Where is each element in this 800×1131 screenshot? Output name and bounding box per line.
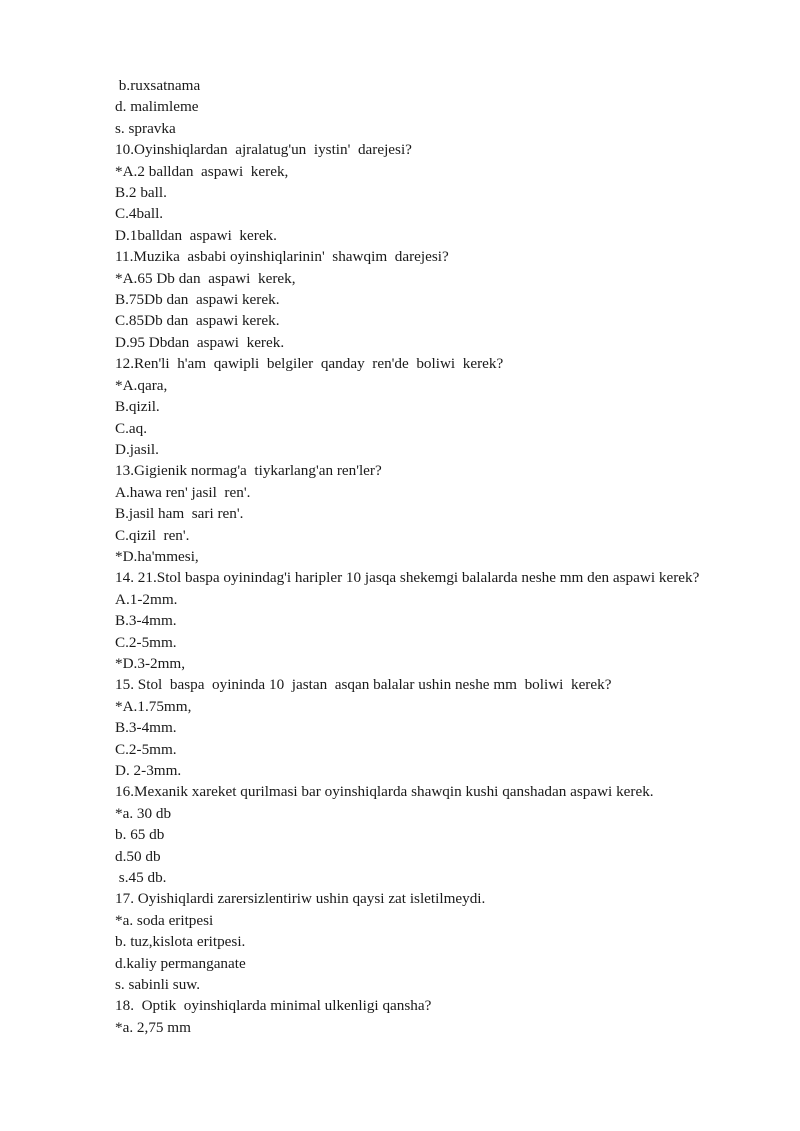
question-line: 18. Optik oyinshiqlarda minimal ulkenligi qansha? bbox=[115, 997, 432, 1015]
answer-option-line: D.95 Dbdan aspawi kerek. bbox=[115, 333, 285, 351]
document-body bbox=[115, 75, 715, 1038]
answer-option-line: *a. soda eritpesi bbox=[115, 911, 214, 929]
answer-option-line: B.3-4mm. bbox=[115, 612, 177, 630]
question-line: 14. 21.Stol baspa oyinindag'i haripler 10 jasqa shekemgi balalarda neshe mm den aspawi kerek? bbox=[115, 569, 700, 587]
question-line: 15. Stol baspa oyininda 10 jastan asqan balalar ushin neshe mm boliwi kerek? bbox=[115, 676, 612, 694]
answer-option-line: b.ruxsatnama bbox=[115, 77, 201, 94]
answer-option-line: *A.1.75mm, bbox=[115, 697, 192, 715]
answer-option-line: B.jasil ham sari ren'. bbox=[115, 505, 244, 523]
answer-option-line: d. malimleme bbox=[115, 98, 199, 116]
answer-option-line: s. spravka bbox=[115, 119, 176, 137]
answer-option-line: s. sabinli suw. bbox=[115, 976, 201, 994]
question-line: 11.Muzika asbabi oyinshiqlarinin' shawqim darejesi? bbox=[115, 248, 449, 266]
answer-option-line: C.85Db dan aspawi kerek. bbox=[115, 312, 280, 330]
question-line: 13.Gigienik normag'a tiykarlang'an ren'ler? bbox=[115, 462, 382, 480]
answer-option-line: *a. 2,75 mm bbox=[115, 1018, 191, 1036]
answer-option-line: D. 2-3mm. bbox=[115, 762, 182, 779]
answer-option-line: D.jasil. bbox=[115, 440, 159, 458]
question-line: 12.Ren'li h'am qawipli belgiler qanday ren'de boliwi kerek? bbox=[115, 355, 504, 373]
answer-option-line: C.2-5mm. bbox=[115, 633, 177, 651]
question-line: 10.Oyinshiqlardan ajralatug'un iystin' darejesi? bbox=[115, 141, 412, 159]
answer-option-line: A.1-2mm. bbox=[115, 590, 178, 608]
answer-option-line: B.2 ball. bbox=[115, 184, 167, 202]
answer-option-line: A.hawa ren' jasil ren'. bbox=[115, 483, 251, 501]
answer-option-line: *a. 30 db bbox=[115, 804, 172, 822]
answer-option-line: C.2-5mm. bbox=[115, 740, 177, 758]
question-line: 17. Oyishiqlardi zarersizlentiriw ushin qaysi zat isletilmeydi. bbox=[115, 890, 486, 908]
answer-option-line: *D.ha'mmesi, bbox=[115, 547, 199, 565]
answer-option-line: D.1balldan aspawi kerek. bbox=[115, 226, 277, 244]
answer-option-line: d.50 db bbox=[115, 847, 161, 865]
answer-option-line: C.qizil ren'. bbox=[115, 526, 190, 544]
question-line: 16.Mexanik xareket qurilmasi bar oyinshiqlarda shawqin kushi qanshadan aspawi kerek. bbox=[115, 783, 654, 801]
answer-option-line: *A.65 Db dan aspawi kerek, bbox=[115, 269, 296, 287]
answer-option-line: B.qizil. bbox=[115, 398, 160, 416]
answer-option-line: C.4ball. bbox=[115, 205, 164, 223]
answer-option-line: B.3-4mm. bbox=[115, 719, 177, 737]
answer-option-line: *D.3-2mm, bbox=[115, 654, 186, 672]
answer-option-line: *A.2 balldan aspawi kerek, bbox=[115, 162, 289, 180]
answer-option-line: b. 65 db bbox=[115, 826, 165, 844]
answer-option-line: s.45 db. bbox=[115, 869, 167, 887]
answer-option-line: d.kaliy permanganate bbox=[115, 954, 246, 972]
answer-option-line: b. tuz,kislota eritpesi. bbox=[115, 933, 246, 951]
answer-option-line: B.75Db dan aspawi kerek. bbox=[115, 291, 280, 309]
answer-option-line: C.aq. bbox=[115, 419, 148, 437]
answer-option-line: *A.qara, bbox=[115, 376, 168, 394]
